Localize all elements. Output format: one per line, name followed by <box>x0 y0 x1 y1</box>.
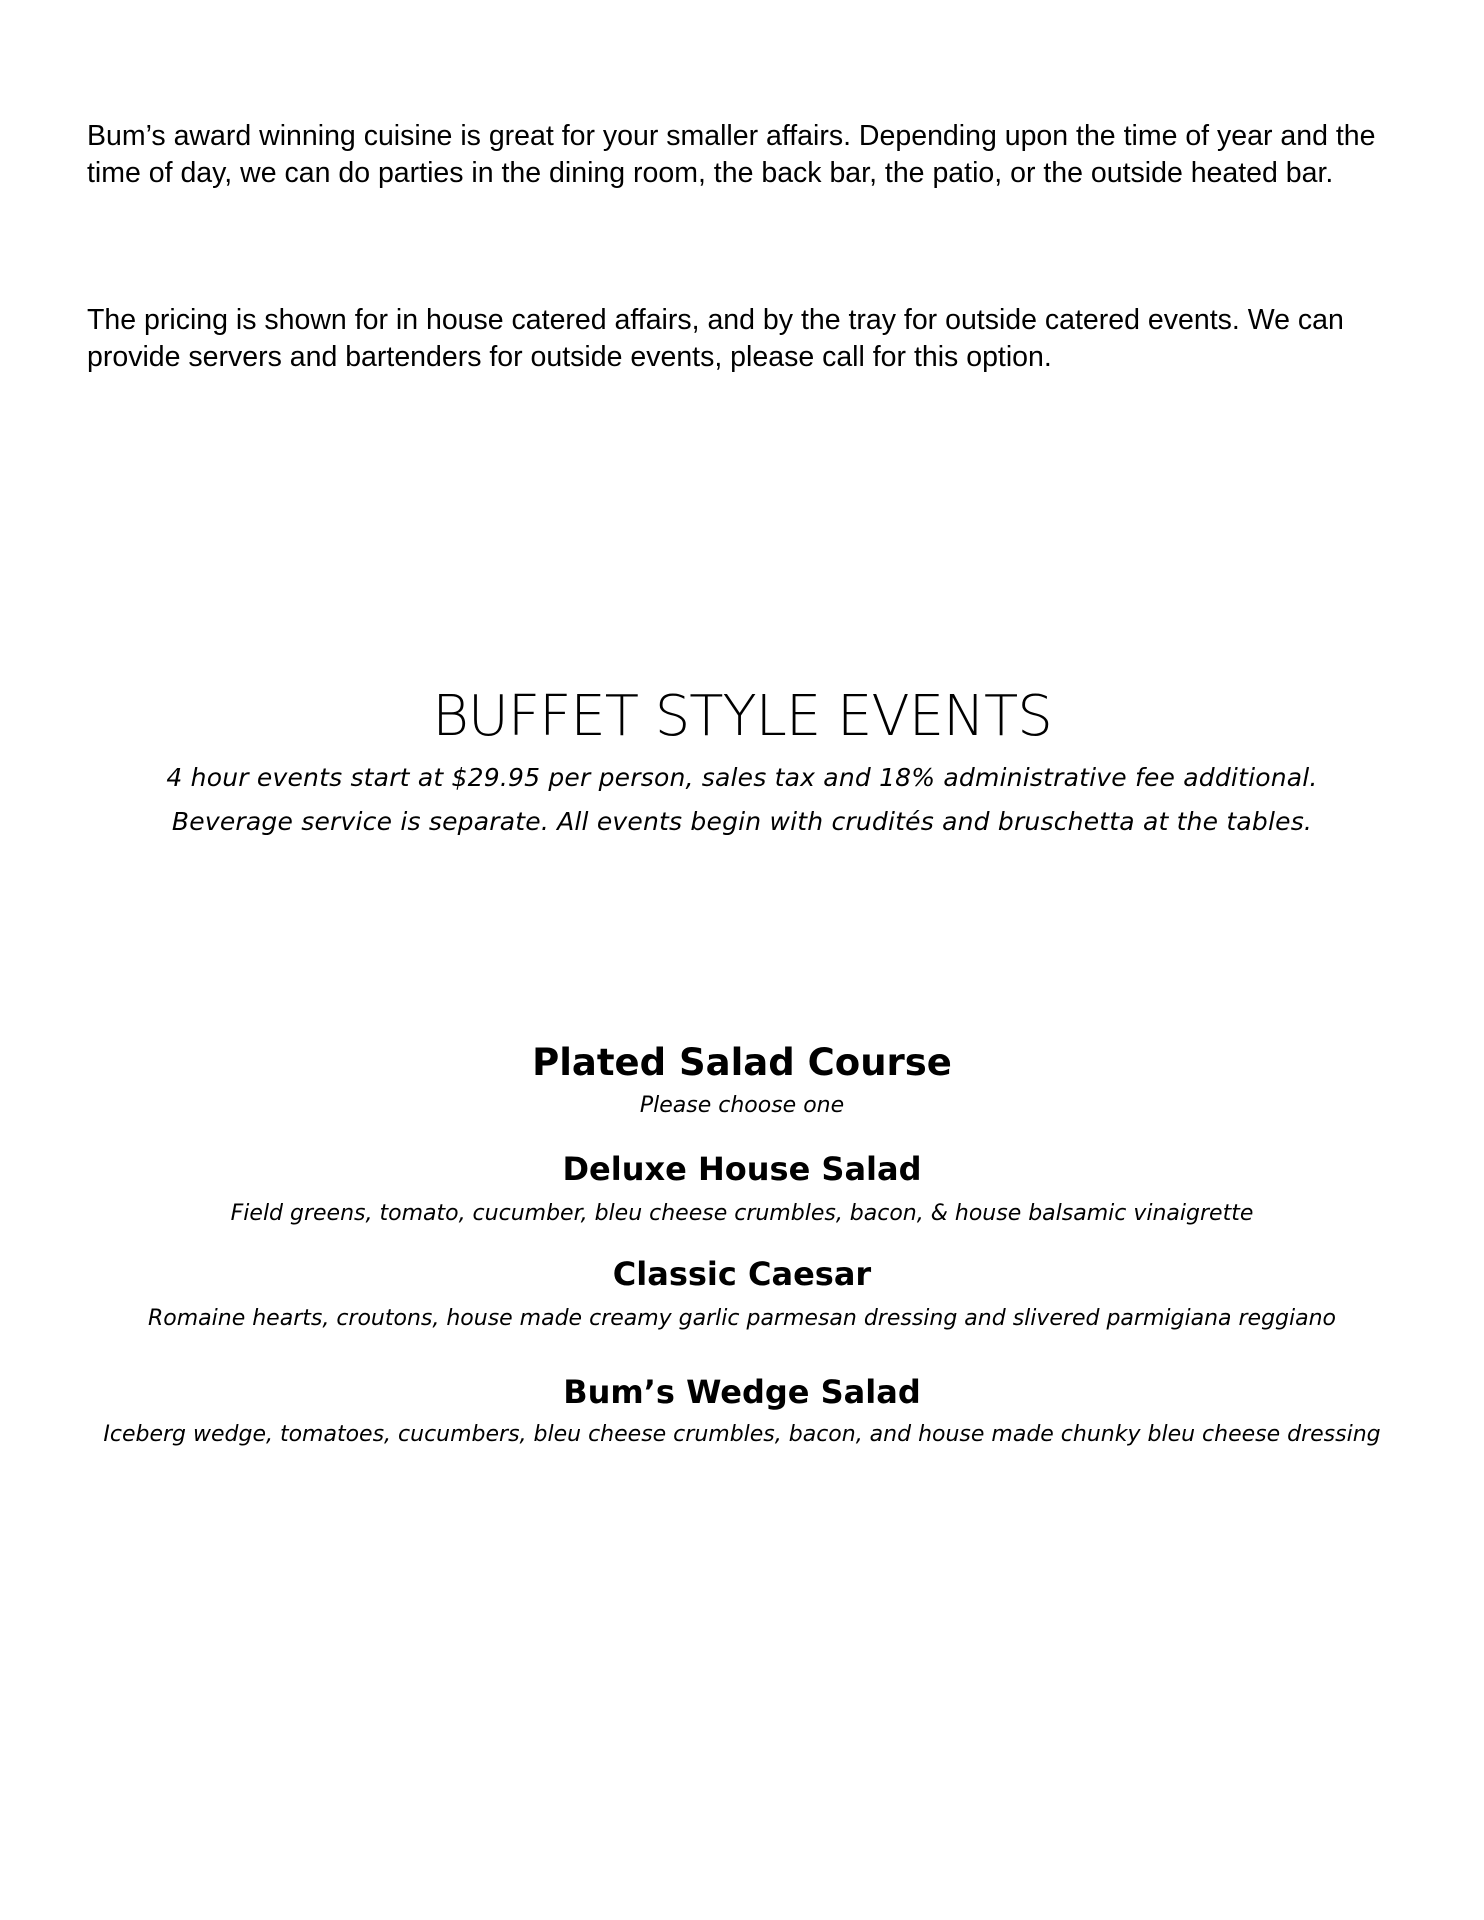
intro-paragraph: Bum’s award winning cuisine is great for your smaller affairs. Depending upon the time of year and the time of day, we can do parties in the dining room, the back bar, the patio, or the outside heated bar. <box>87 120 1376 189</box>
menu-item-name: Classic Caesar <box>612 1255 872 1293</box>
menu-item-description: Iceberg wedge, tomatoes, cucumbers, bleu cheese crumbles, bacon, and house made chunky bleu cheese dressing <box>103 1422 1381 1447</box>
menu-item-name: Bum’s Wedge Salad <box>563 1373 921 1411</box>
buffet-service-note: Beverage service is separate. All events begin with crudités and bruschetta at the tables. <box>171 807 1313 836</box>
menu-item-description: Field greens, tomato, cucumber, bleu cheese crumbles, bacon, & house balsamic vinaigrette <box>230 1201 1254 1226</box>
menu-item-name: Deluxe House Salad <box>562 1150 922 1188</box>
buffet-title: BUFFET STYLE EVENTS <box>432 684 1052 749</box>
salad-course-note: Please choose one <box>639 1093 845 1118</box>
salad-course-title: Plated Salad Course <box>532 1041 952 1084</box>
pricing-paragraph: The pricing is shown for in house catered affairs, and by the tray for outside catered events. We can provide servers and bartenders for outside events, please call for this option. <box>87 304 1344 373</box>
menu-item-description: Romaine hearts, croutons, house made creamy garlic parmesan dressing and slivered parmigiana reggiano <box>148 1306 1336 1331</box>
buffet-pricing-note: 4 hour events start at $29.95 per person, sales tax and 18% administrative fee additional. <box>166 763 1318 792</box>
